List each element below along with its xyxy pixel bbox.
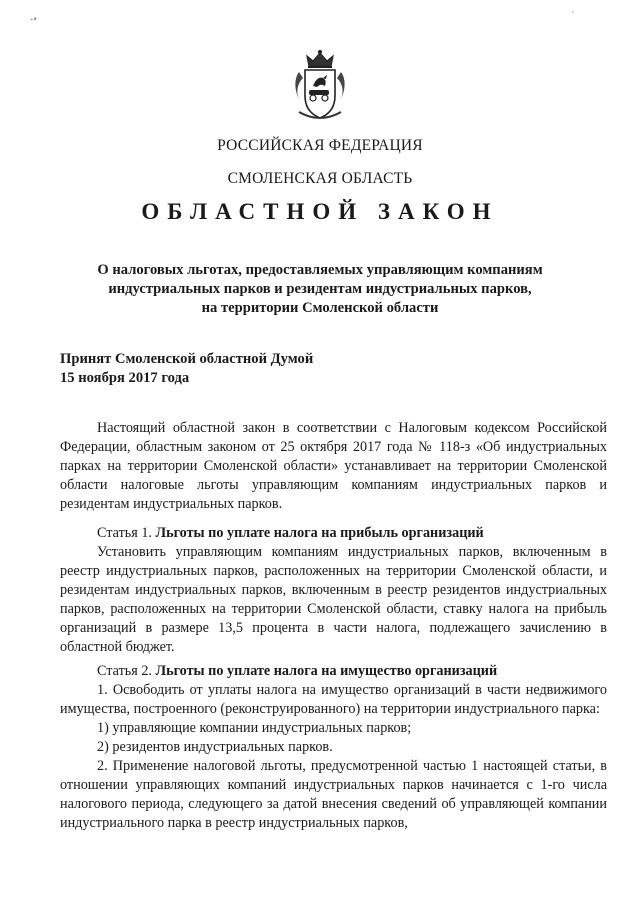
article-1-title: Льготы по уплате налога на прибыль организаций bbox=[155, 525, 484, 541]
law-title-line: индустриальных парков и резидентам индустриальных парков, bbox=[108, 281, 532, 297]
article-1-prefix: Статья 1. bbox=[97, 525, 156, 541]
article-1-text: Установить управляющим компаниям индустриальных парков, включенным в реестр индустриальных парков, расположенных на территории Смоленской области, и резидентам индустриальных парков, включенным в реестр резидентов индустриальных парков, расположенных на территории Смоленской области, ставку налога на прибыль организаций в размере 13,5 процента в части налога, подлежащего зачислению в областной бюджет. bbox=[60, 544, 607, 655]
article-2-prefix: Статья 2. bbox=[97, 663, 156, 679]
adoption-body: Принят Смоленской областной Думой bbox=[60, 351, 314, 367]
preamble-section bbox=[60, 419, 607, 514]
article-2-item-1: 1) управляющие компании индустриальных парков; bbox=[97, 720, 412, 736]
law-title bbox=[90, 261, 550, 318]
article-2-part-2: 2. Применение налоговой льготы, предусмотренной частью 1 настоящей статьи, в отношении управляющих компаний индустриальных парков начинается с 1-го числа налогового периода, следующего за датой внесения сведений об управляющей компании индустриального парка в реестр индустриальных парков, bbox=[60, 758, 607, 831]
adoption-date: 15 ноября 2017 года bbox=[60, 370, 190, 386]
smolensk-coat-of-arms-icon bbox=[291, 50, 349, 124]
document-type-title: ОБЛАСТНОЙ ЗАКОН bbox=[141, 199, 499, 224]
article-2-part-1: 1. Освободить от уплаты налога на имущество организаций в части недвижимого имущества, построенного (реконструированного) на территории индустриального парка: bbox=[60, 682, 607, 717]
article-2-heading bbox=[60, 662, 607, 681]
article-1-heading bbox=[60, 524, 607, 543]
country-name: РОССИЙСКАЯ ФЕДЕРАЦИЯ bbox=[217, 137, 423, 154]
region-name: СМОЛЕНСКАЯ ОБЛАСТЬ bbox=[227, 170, 413, 187]
scan-tick: ' bbox=[572, 10, 574, 21]
article-2-item-2: 2) резидентов индустриальных парков. bbox=[97, 739, 333, 755]
preamble-paragraph: Настоящий областной закон в соответствии с Налоговым кодексом Российской Федерации, областным законом от 25 октября 2017 года № 118-з «Об индустриальных парках на территории Смоленской области» устанавливает на территории Смоленской области налоговые льготы управляющим компаниям индустриальных парков и резидентам индустриальных парков. bbox=[60, 420, 607, 512]
scan-mark: ·ᵃ bbox=[30, 14, 37, 26]
law-title-line: О налоговых льготах, предоставляемых управляющим компаниям bbox=[97, 262, 543, 278]
article-2 bbox=[60, 662, 607, 833]
article-2-title: Льготы по уплате налога на имущество организаций bbox=[155, 663, 498, 679]
article-1 bbox=[60, 524, 607, 657]
law-title-line: на территории Смоленской области bbox=[201, 300, 439, 316]
adoption-info bbox=[60, 350, 313, 388]
